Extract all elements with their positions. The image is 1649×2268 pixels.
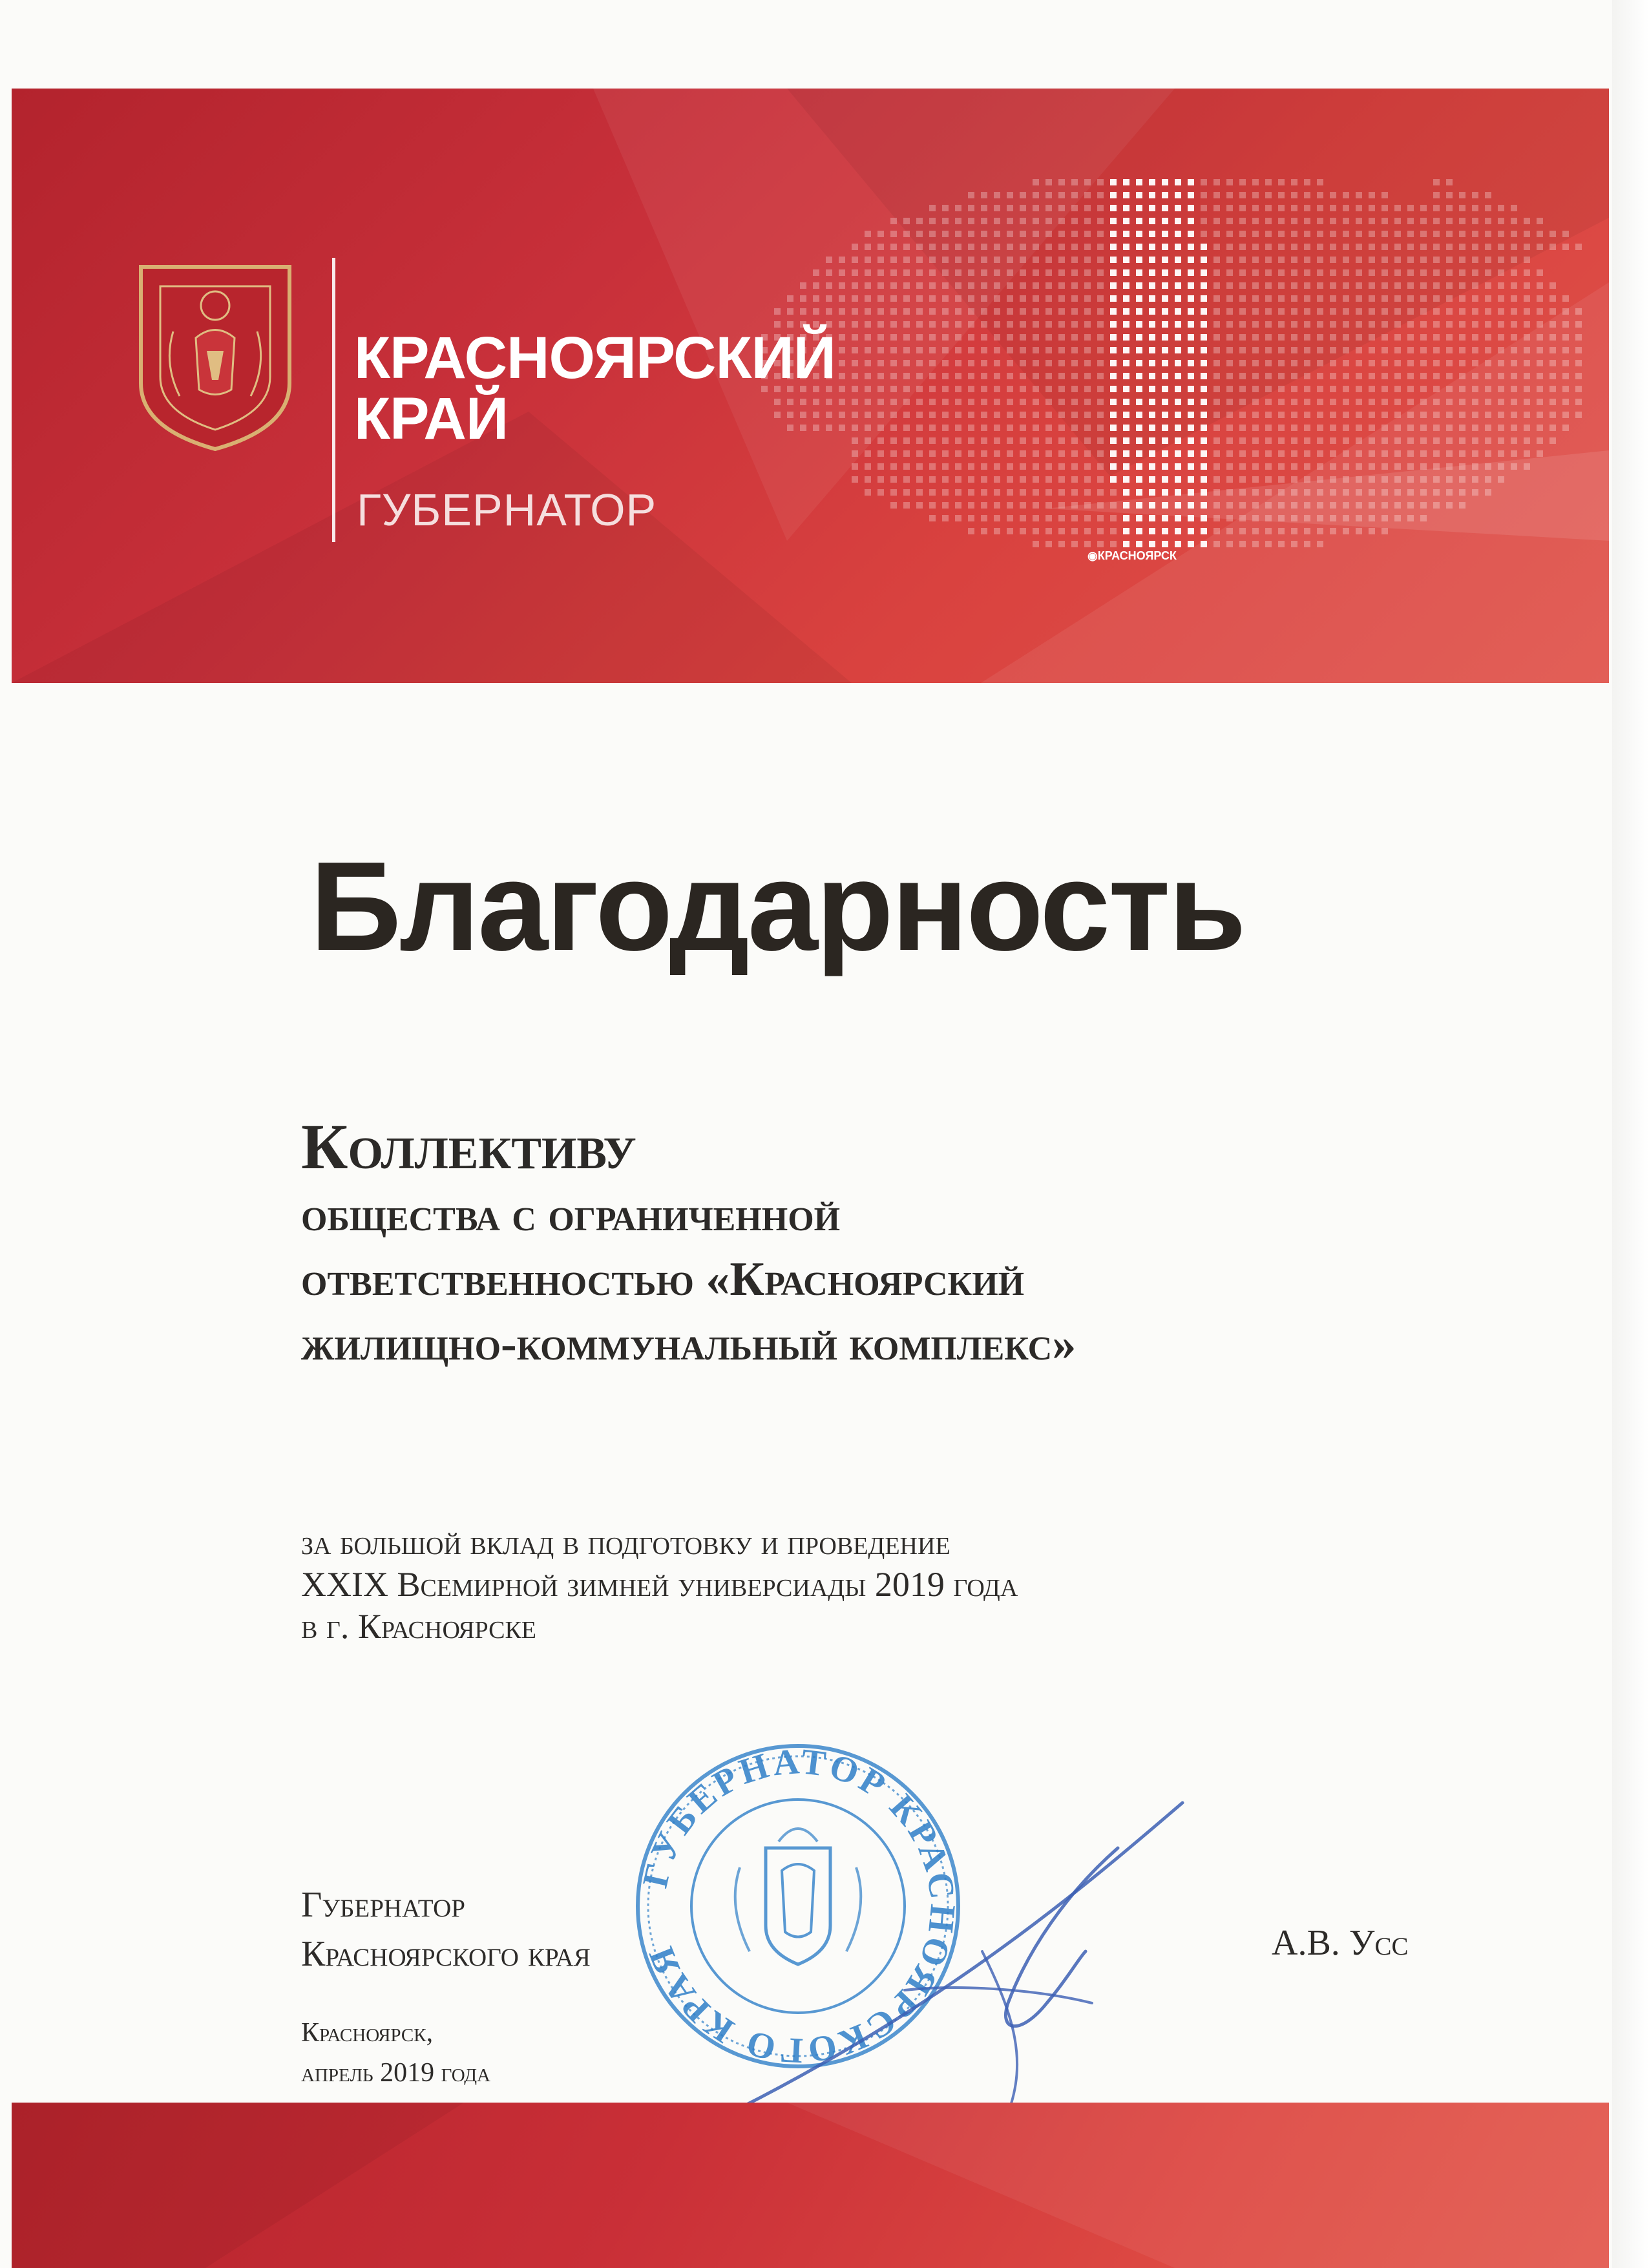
recipient-line-1: общества с ограниченной	[301, 1188, 841, 1241]
region-line-2: КРАЙ	[354, 386, 508, 452]
handwritten-signature	[704, 1790, 1234, 2126]
signer-title	[301, 1880, 591, 1979]
signer-name: А.В. Усс	[1272, 1923, 1409, 1963]
header-divider	[332, 258, 335, 542]
footer-band	[12, 2103, 1609, 2268]
document-title: Благодарность	[310, 835, 1245, 977]
reason-line-1: за большой вклад в подготовку и проведение	[301, 1523, 951, 1562]
region-role: ГУБЕРНАТОР	[357, 485, 657, 535]
footer-rays	[12, 2103, 1609, 2268]
signer-title-line-2: Красноярского края	[301, 1934, 591, 1974]
recipient-line-0: Коллективу	[301, 1111, 636, 1182]
map-caption: ◉КРАСНОЯРСК	[1087, 549, 1177, 562]
region-name	[354, 325, 835, 452]
recipient-line-2: ответственностью «Красноярский	[301, 1253, 1025, 1306]
reason-line-2: XXIX Всемирной зимней универсиады 2019 года	[301, 1565, 1018, 1604]
signer-title-line-1: Губернатор	[301, 1885, 465, 1925]
reason-line-3: в г. Красноярске	[301, 1607, 537, 1646]
place: Красноярск,	[301, 2018, 434, 2048]
seal-text: ГУБЕРНАТОР КРАСНОЯРСКОГО КРАЯ	[635, 1741, 963, 2071]
reason-block	[301, 1522, 1018, 1648]
coat-of-arms-icon	[134, 260, 296, 454]
recipient-line-3: жилищно-коммунальный комплекс»	[301, 1318, 1077, 1370]
scan-edge	[1612, 0, 1649, 2268]
header-band	[12, 89, 1609, 683]
recipient-block	[301, 1111, 1076, 1376]
region-line-1: КРАСНОЯРСКИЙ	[354, 325, 835, 391]
place-date	[301, 2013, 490, 2093]
date: апрель 2019 года	[301, 2058, 490, 2088]
